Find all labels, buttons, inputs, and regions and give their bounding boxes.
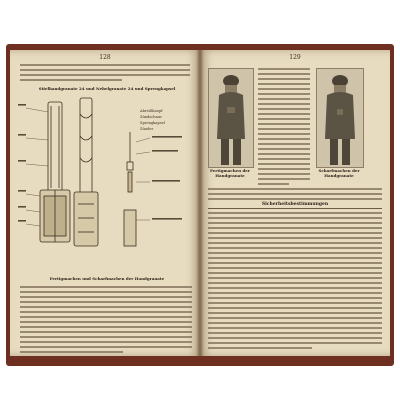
photo-left-caption: Fertigmachen der Handgranate bbox=[210, 168, 250, 178]
section-divider bbox=[208, 208, 382, 209]
figure-labels bbox=[140, 108, 196, 132]
left-page-number: 128 bbox=[99, 54, 111, 61]
right-page bbox=[200, 50, 390, 356]
left-page-body-text bbox=[20, 286, 192, 356]
left-page-intro-text bbox=[20, 64, 190, 84]
book-gutter bbox=[196, 50, 204, 356]
photo-right-caption: Scharfmachen der Handgranate bbox=[318, 168, 360, 178]
right-section-heading: Sicherheitsbestimmungen bbox=[261, 202, 329, 207]
photo-soldier-arming bbox=[316, 68, 364, 168]
right-page-number: 129 bbox=[289, 54, 301, 61]
figure-title: Stielhandgranate 24 und Nebelgranate 24 und Sprengkapsel bbox=[38, 86, 176, 91]
photo-soldier-preparing bbox=[208, 68, 254, 168]
left-section-heading: Fertigmachen und Scharfmachen der Handgranate bbox=[49, 276, 165, 281]
figure-label-3: Sprengkapsel bbox=[140, 121, 165, 125]
grenade-cutaway-drawing bbox=[40, 102, 70, 242]
right-page-body-text bbox=[208, 212, 382, 352]
figure-label-4: Zünder bbox=[140, 127, 154, 131]
left-page bbox=[10, 50, 200, 356]
right-page-paragraph bbox=[208, 188, 382, 203]
grenade-side-drawing bbox=[74, 98, 98, 246]
detonator-parts-drawing bbox=[124, 132, 136, 246]
figure-label-1: Abreißknopf bbox=[140, 109, 163, 113]
figure-label-2: Zündschnur bbox=[140, 115, 162, 119]
middle-text-column bbox=[258, 68, 310, 188]
open-book bbox=[6, 44, 394, 366]
